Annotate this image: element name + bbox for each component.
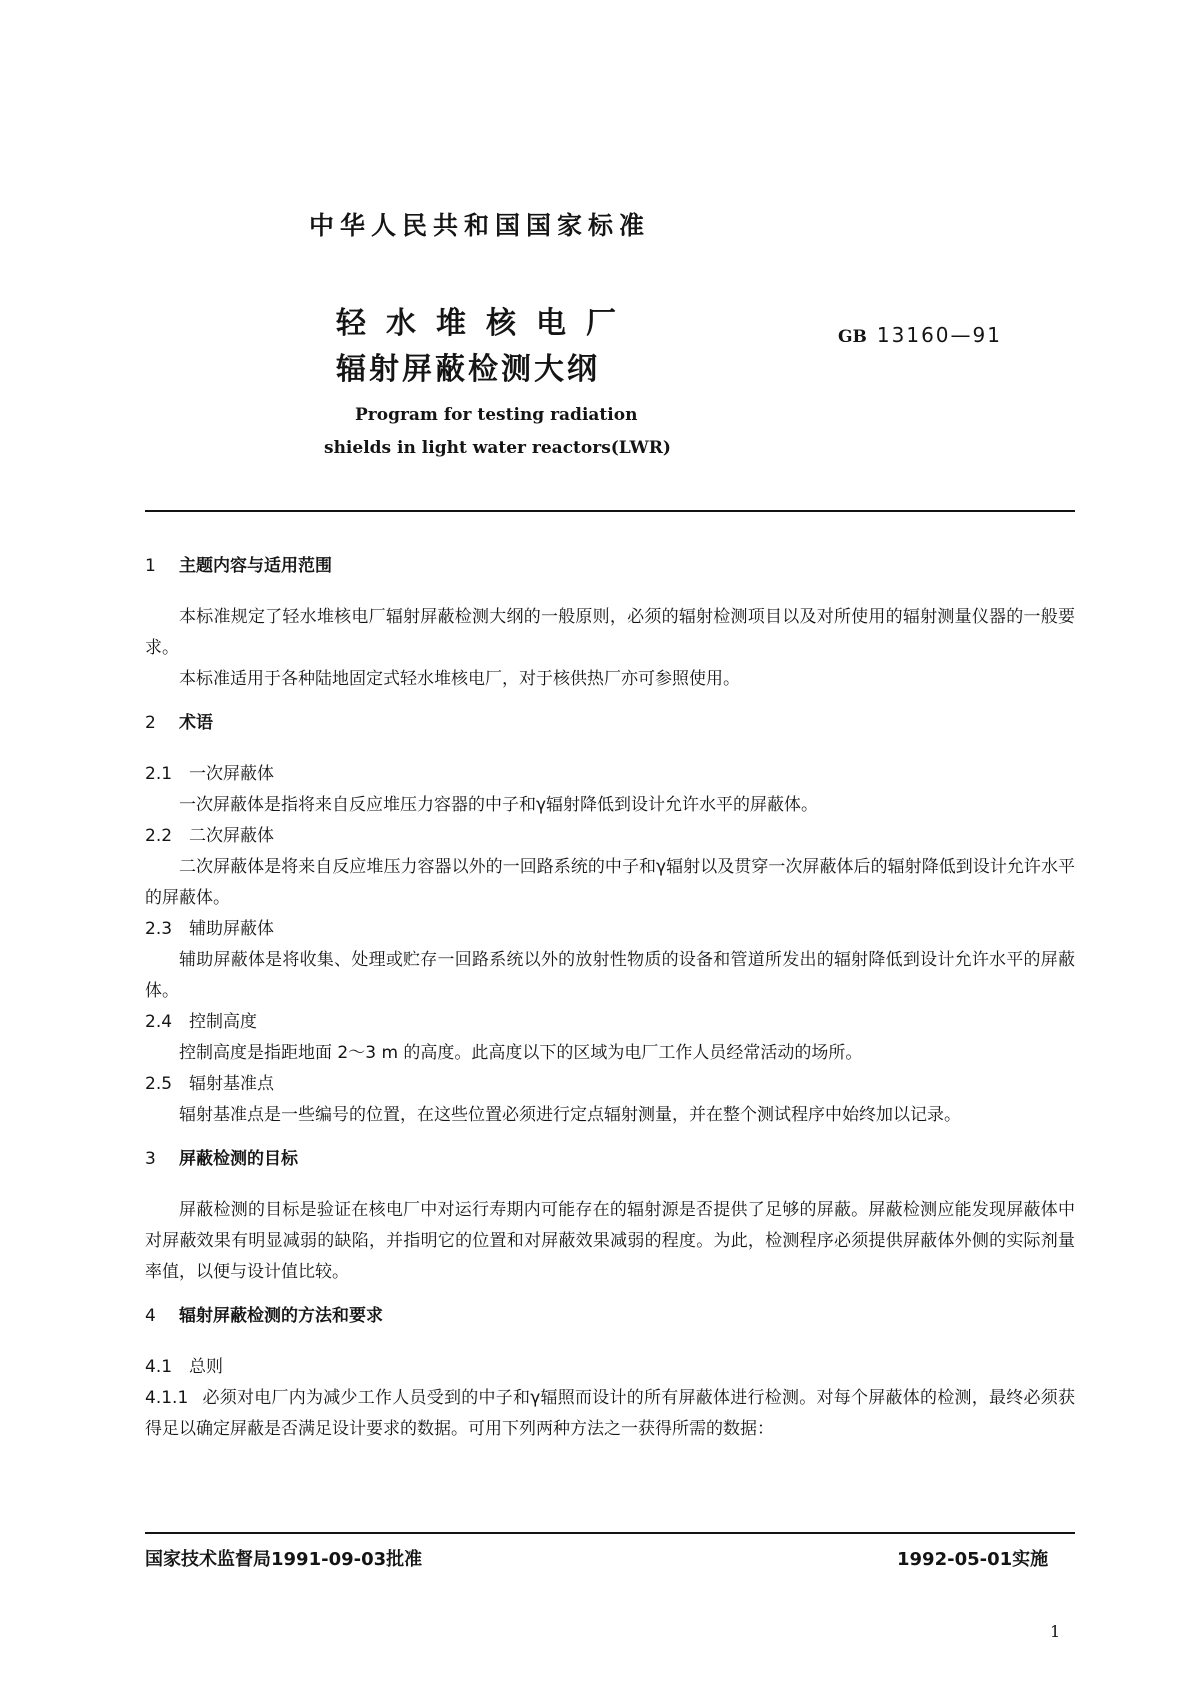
clause-4-1-1 [145,1383,1075,1445]
title-line-1: 轻水堆核电厂 [336,306,636,341]
term-title: 辅助屏蔽体 [189,919,274,939]
header-divider [145,510,1075,512]
gb-prefix: GB [838,327,867,347]
clause-4-1 [145,1352,1075,1383]
term-title: 一次屏蔽体 [189,764,274,784]
term-number: 2.5 [145,1074,173,1094]
clause-number: 4.1.1 [145,1388,189,1408]
gb-number: 13160—91 [876,323,1002,347]
term-2-4 [145,1007,1075,1038]
term-number: 2.2 [145,826,173,846]
term-definition: 辅助屏蔽体是将收集、处理或贮存一回路系统以外的放射性物质的设备和管道所发出的辐射降低到设计允许水平的屏蔽体。 [145,950,1075,1001]
english-title-line-1: Program for testing radiation [355,405,638,425]
term-title: 二次屏蔽体 [189,826,274,846]
term-2-2 [145,821,1075,852]
term-definition: 控制高度是指距地面 2～3 m 的高度。此高度以下的区域为电厂工作人员经常活动的场所。 [179,1043,863,1063]
english-title-line-2: shields in light water reactors(LWR) [324,438,671,458]
approval-line: 国家技术监督局1991-09-03批准 [145,1549,423,1570]
section-number: 2 [145,713,156,733]
paragraph: 屏蔽检测的目标是验证在核电厂中对运行寿期内可能存在的辐射源是否提供了足够的屏蔽。屏蔽检测应能发现屏蔽体中对屏蔽效果有明显减弱的缺陷，并指明它的位置和对屏蔽效果减弱的程度。为此，检测程序必须提供屏蔽体外侧的实际剂量率值，以便与设计值比较。 [145,1200,1075,1282]
section-number: 1 [145,556,156,576]
term-number: 2.1 [145,764,173,784]
standard-name: 中华人民共和国国家标准 [309,211,651,240]
clause-text: 必须对电厂内为减少工作人员受到的中子和γ辐照而设计的所有屏蔽体进行检测。对每个屏蔽体的检测，最终必须获得足以确定屏蔽是否满足设计要求的数据。可用下列两种方法之一获得所需的数据： [145,1388,1075,1439]
footer-divider [145,1532,1075,1534]
clause-title: 总则 [189,1357,223,1377]
title-line-2: 辐射屏蔽检测大纲 [336,352,600,387]
term-title: 控制高度 [189,1012,257,1032]
implementation-date: 1992-05-01实施 [897,1549,1049,1570]
section-title: 主题内容与适用范围 [179,556,332,576]
term-number: 2.4 [145,1012,173,1032]
section-title: 术语 [179,713,213,733]
page-number: 1 [1050,1622,1061,1641]
section-4-heading [145,1302,1075,1330]
section-1-heading [145,552,1075,580]
section-number: 4 [145,1306,156,1326]
term-definition: 辐射基准点是一些编号的位置，在这些位置必须进行定点辐射测量，并在整个测试程序中始终加以记录。 [179,1105,961,1125]
term-2-3 [145,914,1075,945]
clause-number: 4.1 [145,1357,173,1377]
term-number: 2.3 [145,919,173,939]
term-2-5 [145,1069,1075,1100]
term-2-1 [145,759,1075,790]
section-title: 辐射屏蔽检测的方法和要求 [179,1306,383,1326]
document-body [145,552,1075,1445]
section-number: 3 [145,1149,156,1169]
term-definition: 二次屏蔽体是将来自反应堆压力容器以外的一回路系统的中子和γ辐射以及贯穿一次屏蔽体后的辐射降低到设计允许水平的屏蔽体。 [145,857,1075,908]
section-2-heading [145,709,1075,737]
section-title: 屏蔽检测的目标 [179,1149,298,1169]
term-definition: 一次屏蔽体是指将来自反应堆压力容器的中子和γ辐射降低到设计允许水平的屏蔽体。 [179,795,819,815]
paragraph: 本标准规定了轻水堆核电厂辐射屏蔽检测大纲的一般原则，必须的辐射检测项目以及对所使用的辐射测量仪器的一般要求。 [145,607,1075,658]
paragraph: 本标准适用于各种陆地固定式轻水堆核电厂，对于核供热厂亦可参照使用。 [179,669,740,689]
term-title: 辐射基准点 [189,1074,274,1094]
standard-number [838,323,1002,347]
section-3-heading [145,1145,1075,1173]
